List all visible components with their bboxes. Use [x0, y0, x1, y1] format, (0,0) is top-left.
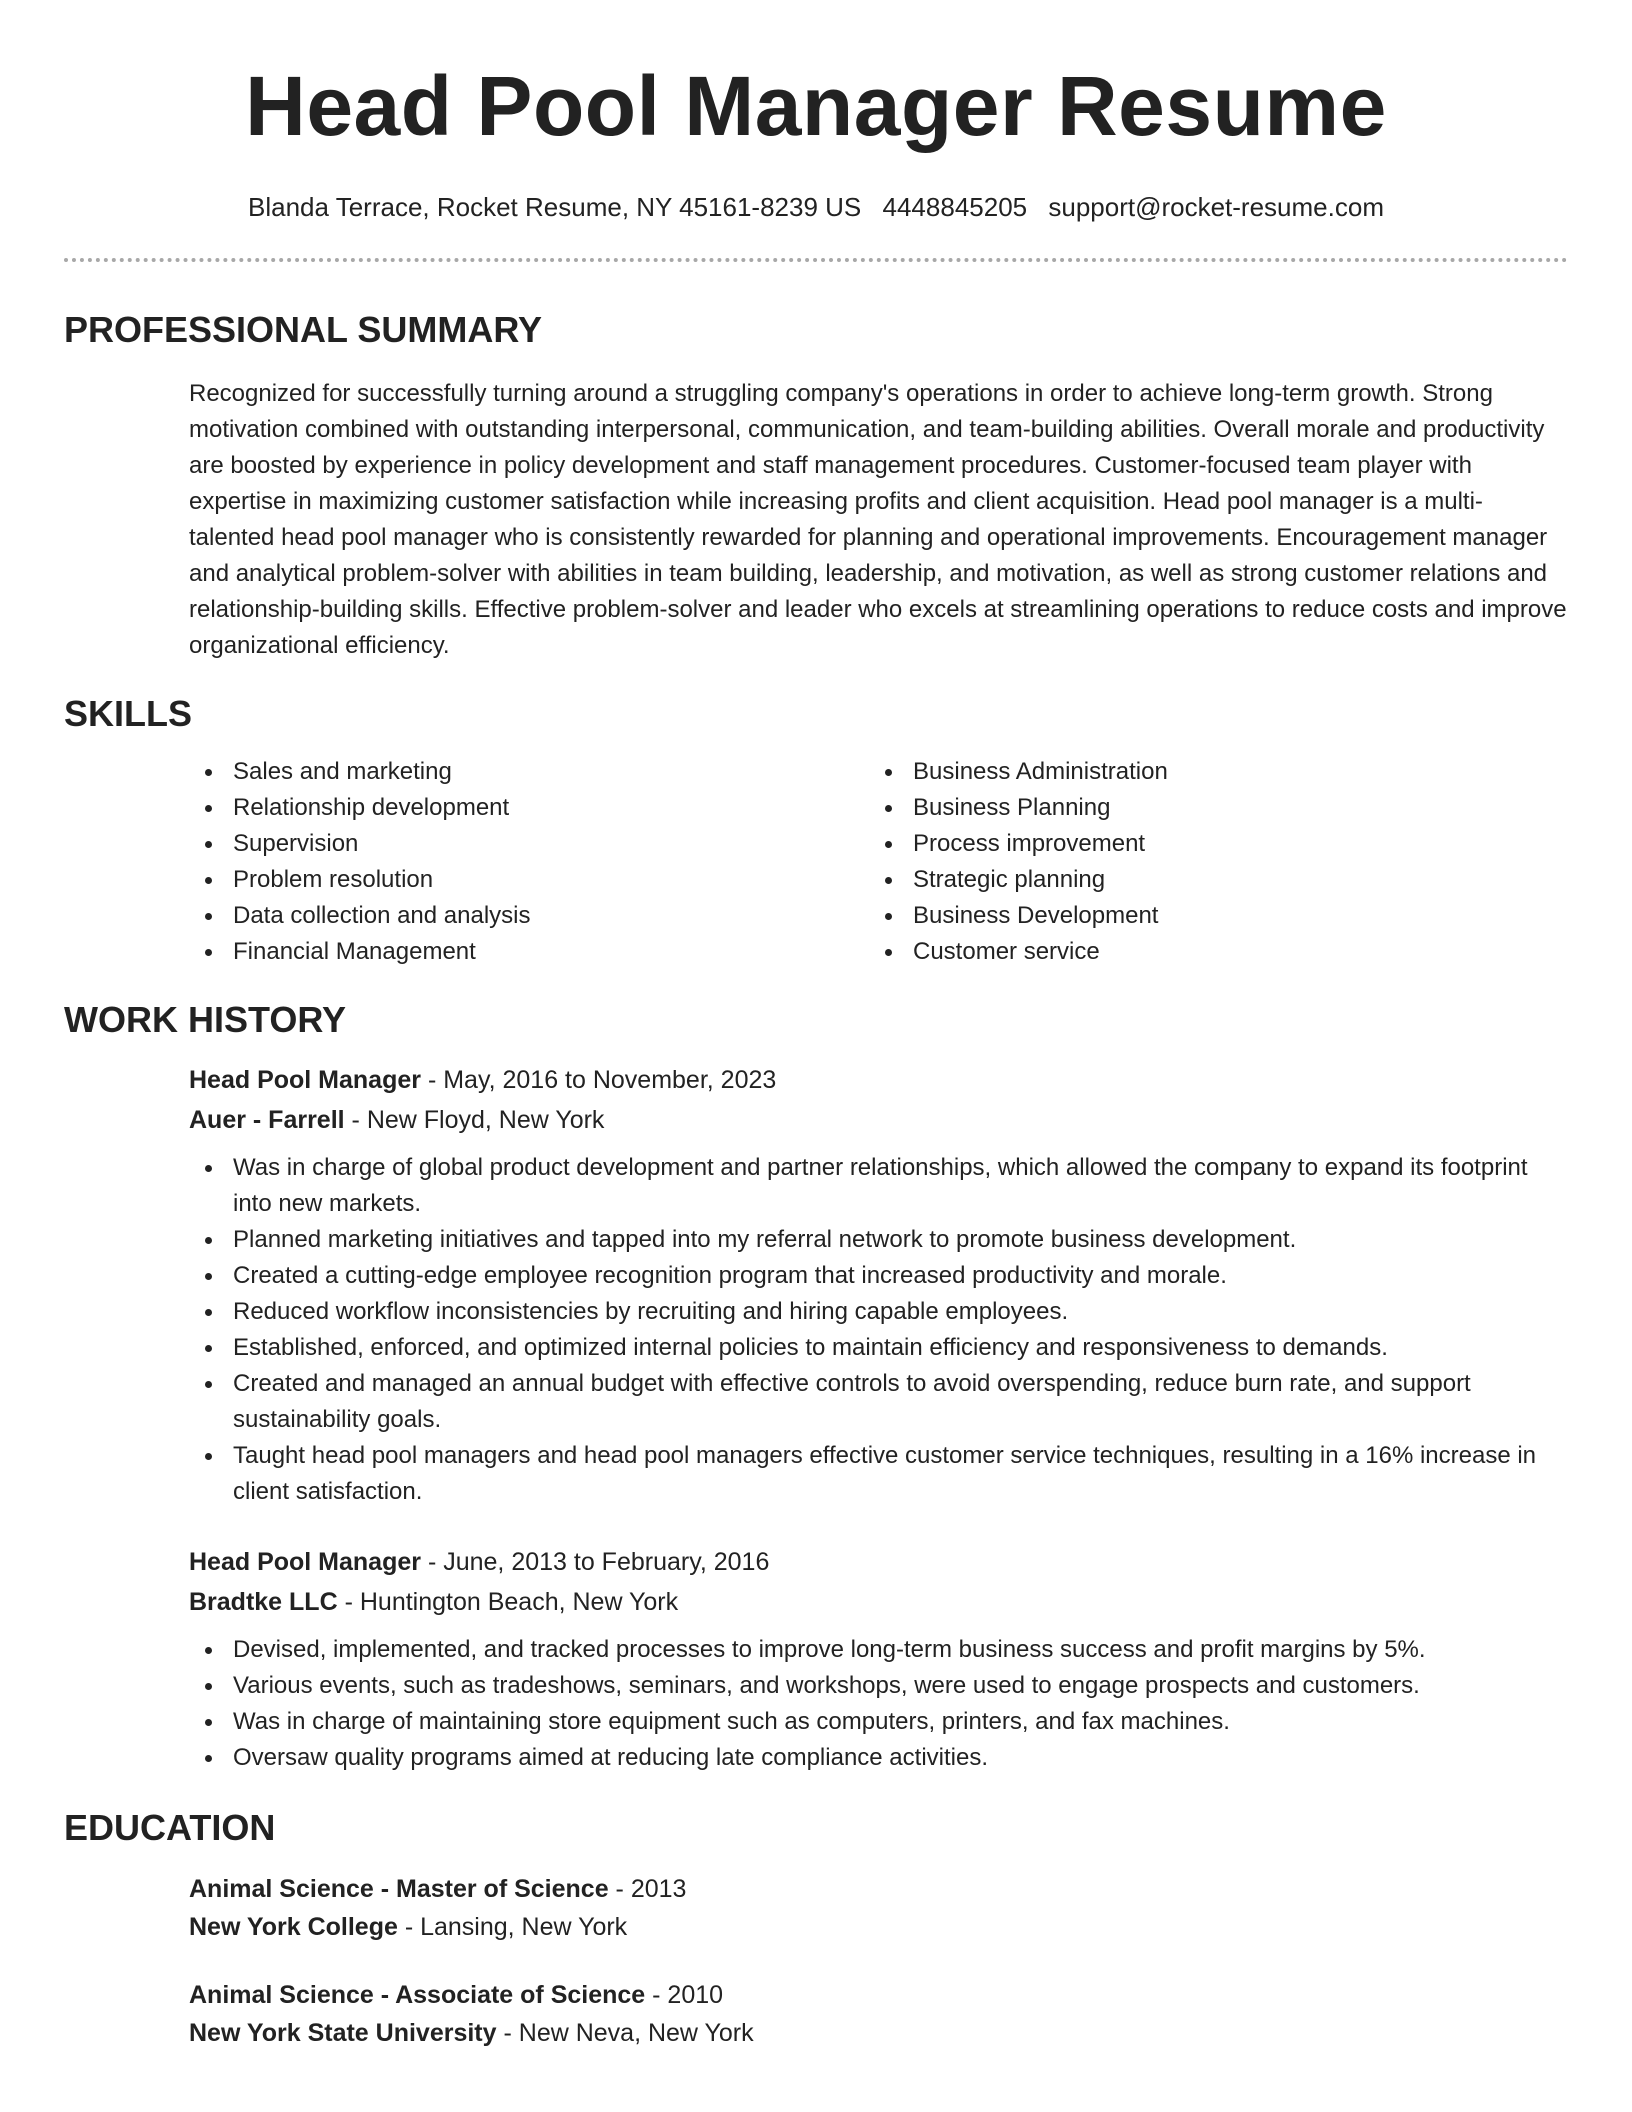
job-duty: Devised, implemented, and tracked processes to improve long-term business success and profit margins by 5%.	[189, 1632, 1568, 1668]
job-duty: Various events, such as tradeshows, seminars, and workshops, were used to engage prospects and customers.	[189, 1668, 1568, 1704]
contact-line	[64, 190, 1568, 224]
job-duty: Oversaw quality programs aimed at reducing late compliance activities.	[189, 1740, 1568, 1776]
job-duty: Reduced workflow inconsistencies by recruiting and hiring capable employees.	[189, 1294, 1568, 1330]
resume-header	[64, 0, 1568, 262]
education-year: - 2013	[608, 1875, 687, 1903]
education-school-line	[189, 1908, 1568, 1946]
skills-grid	[189, 754, 1568, 970]
skills-heading: SKILLS	[64, 693, 193, 734]
job-duty: Created and managed an annual budget with effective controls to avoid overspending, reduce burn rate, and support sustainability goals.	[189, 1366, 1568, 1438]
job-company-line	[189, 1582, 1568, 1622]
job-duty: Planned marketing initiatives and tapped into my referral network to promote business development.	[189, 1222, 1568, 1258]
job-entry	[189, 1060, 1568, 1510]
resume-title: Head Pool Manager Resume	[245, 59, 1387, 153]
contact-phone: 4448845205	[882, 192, 1028, 222]
skill-item: Supervision	[189, 826, 869, 862]
job-company: Auer - Farrell	[189, 1106, 345, 1134]
job-role-line	[189, 1542, 1568, 1582]
job-duties-list	[189, 1150, 1568, 1510]
job-company-line	[189, 1100, 1568, 1140]
education-entry	[189, 1976, 1568, 2052]
summary-text: Recognized for successfully turning around a struggling company's operations in order to achieve long-term growth. Strong motivation combined with outstanding interpersonal, communication, and team-building abilities. Overall morale and productivity are boosted by experience in policy development and staff management procedures. Customer-focused team player with expertise in maximizing customer satisfaction while increasing profits and client acquisition. Head pool manager is a multi-talented head pool manager who is consistently rewarded for planning and operational improvements. Encouragement manager and analytical problem-solver with abilities in team building, leadership, and motivation, as well as strong customer relations and relationship-building skills. Effective problem-solver and leader who excels at streamlining operations to reduce costs and improve organizational efficiency.	[189, 380, 1567, 659]
skill-item: Business Development	[869, 898, 1549, 934]
education-degree-line	[189, 1870, 1568, 1908]
header-divider	[64, 258, 1568, 262]
job-role-line	[189, 1060, 1568, 1100]
job-entry	[189, 1542, 1568, 1776]
education-degree-line	[189, 1976, 1568, 2014]
education-school: New York State University	[189, 2019, 497, 2047]
education-school: New York College	[189, 1913, 398, 1941]
skill-item: Business Administration	[869, 754, 1549, 790]
skill-item: Sales and marketing	[189, 754, 869, 790]
job-duty: Taught head pool managers and head pool managers effective customer service techniques, resulting in a 16% increase in client satisfaction.	[189, 1438, 1568, 1510]
job-duties-list	[189, 1632, 1568, 1776]
job-location: - New Floyd, New York	[344, 1106, 605, 1134]
education-degree: Animal Science - Master of Science	[189, 1875, 609, 1903]
summary-heading: PROFESSIONAL SUMMARY	[64, 309, 543, 350]
job-role: Head Pool Manager	[189, 1066, 421, 1094]
skill-item: Relationship development	[189, 790, 869, 826]
job-dates: - June, 2013 to February, 2016	[421, 1548, 770, 1576]
job-role: Head Pool Manager	[189, 1548, 421, 1576]
contact-address: Blanda Terrace, Rocket Resume, NY 45161-8239 US	[248, 192, 862, 222]
job-company: Bradtke LLC	[189, 1588, 338, 1616]
skills-list-right	[869, 754, 1549, 970]
skill-item: Data collection and analysis	[189, 898, 869, 934]
job-dates: - May, 2016 to November, 2023	[421, 1066, 777, 1094]
skill-item: Customer service	[869, 934, 1549, 970]
education-entry	[189, 1870, 1568, 1946]
job-duty: Established, enforced, and optimized internal policies to maintain efficiency and responsiveness to demands.	[189, 1330, 1568, 1366]
job-duty: Created a cutting-edge employee recognition program that increased productivity and morale.	[189, 1258, 1568, 1294]
education-school-line	[189, 2014, 1568, 2052]
skill-item: Problem resolution	[189, 862, 869, 898]
education-location: - Lansing, New York	[397, 1913, 628, 1941]
education-location: - New Neva, New York	[496, 2019, 754, 2047]
skills-list-left	[189, 754, 869, 970]
education-degree: Animal Science - Associate of Science	[189, 1981, 646, 2009]
job-duty: Was in charge of maintaining store equipment such as computers, printers, and fax machines.	[189, 1704, 1568, 1740]
contact-email[interactable]: support@rocket-resume.com	[1048, 192, 1384, 222]
job-location: - Huntington Beach, New York	[337, 1588, 679, 1616]
skill-item: Strategic planning	[869, 862, 1549, 898]
work-history-heading: WORK HISTORY	[64, 999, 347, 1040]
skill-item: Financial Management	[189, 934, 869, 970]
education-year: - 2010	[645, 1981, 724, 2009]
skill-item: Process improvement	[869, 826, 1549, 862]
job-duty: Was in charge of global product development and partner relationships, which allowed the company to expand its footprint into new markets.	[189, 1150, 1568, 1222]
skill-item: Business Planning	[869, 790, 1549, 826]
education-heading: EDUCATION	[64, 1807, 276, 1848]
